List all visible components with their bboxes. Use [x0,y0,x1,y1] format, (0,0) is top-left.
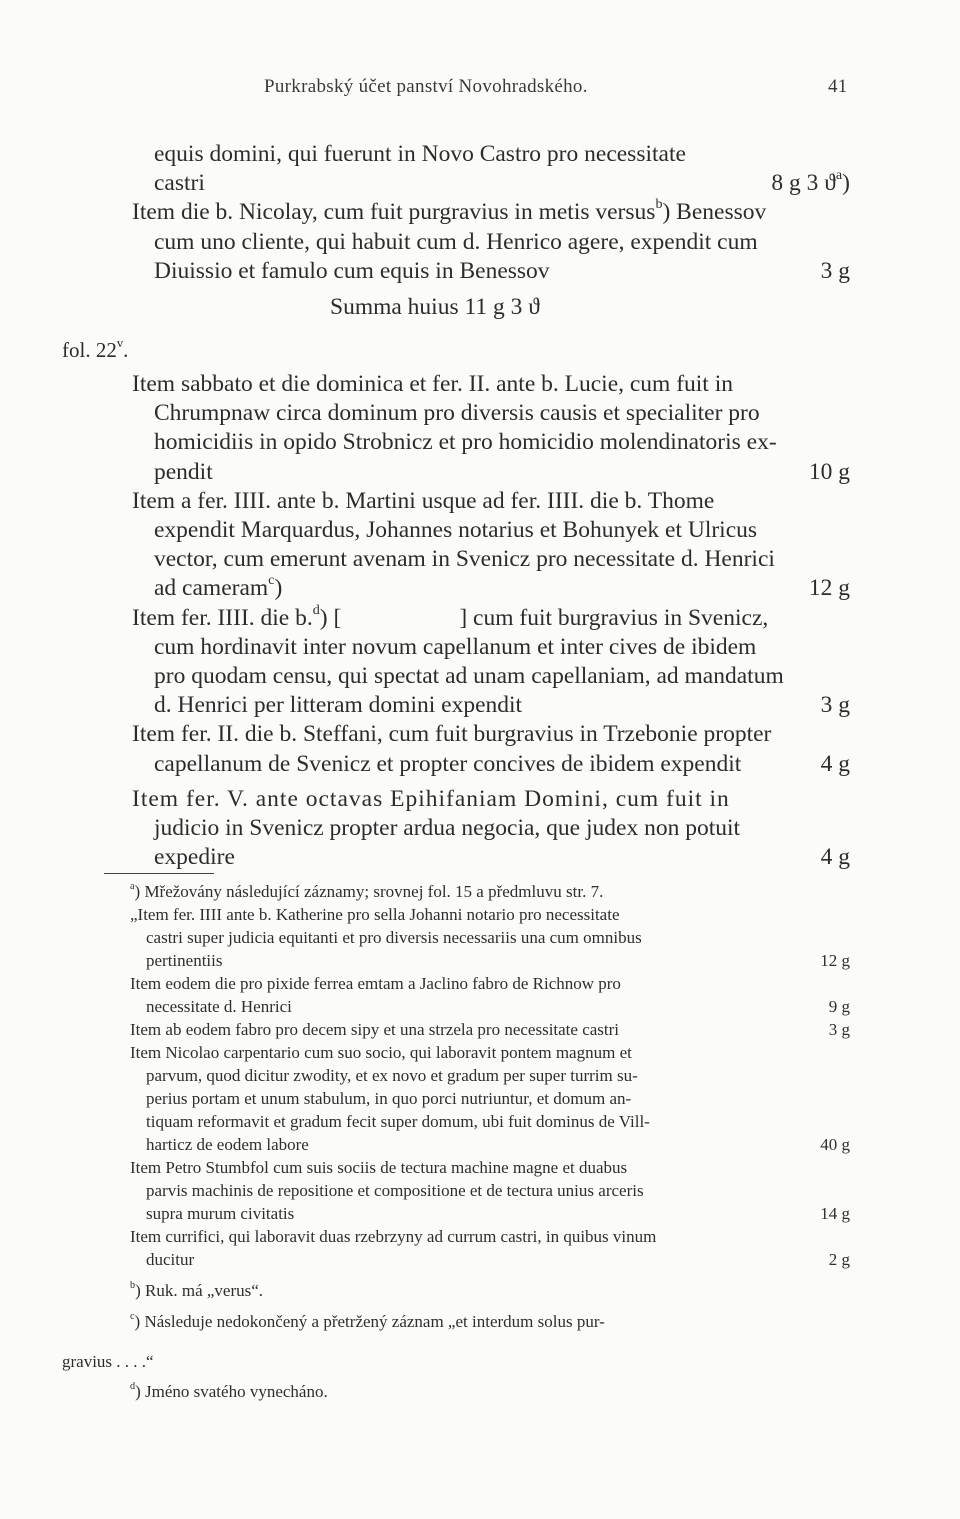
text-line: expedire [154,844,235,871]
text-line: „Item fer. IIII ante b. Katherine pro sella Johanni notario pro necessitate [130,905,620,924]
entry-paragraph [132,720,850,778]
footnote-text: ) Následuje nedokončený a přetržený záznam „et interdum solus pur- [134,1312,605,1331]
text-line: harticz de eodem labore [146,1135,309,1154]
text-line: cum hordinavit inter novum capellanum et inter cives de ibidem [154,633,757,660]
footnote-marker: a [835,167,843,184]
entry-paragraph [132,140,850,198]
text-line-with-amount [130,1248,850,1271]
text-line-with-amount [132,691,850,720]
amount: 40 g [820,1135,850,1154]
text-line-with-amount [130,1202,850,1225]
folio-label: fol. 22 [62,338,117,362]
footnote-marker: b [655,196,663,213]
text-line: Item eodem die pro pixide ferrea emtam a Jaclino fabro de Richnow pro [130,974,621,993]
text-line: Item sabbato et die dominica et fer. II. ante b. Lucie, cum fuit in [132,371,733,397]
text-line: castri [154,170,205,197]
running-header-title: Purkrabský účet panství Novohradského. [264,76,588,97]
footnote-marker: c [130,1310,135,1322]
quoted-entry [130,972,850,1018]
text-span: ) Benessov [662,199,767,226]
quoted-entry [130,1041,850,1156]
footnote-text: ) Mřežovány následující záznamy; srovnej fol. 15 a předmluvu str. 7. [134,882,604,901]
text-line: pro quodam censu, qui spectat ad unam capellaniam, ad mandatum [154,663,784,690]
amount: 3 g [820,257,850,284]
text-line: Item Nicolao carpentario cum suo socio, qui laboravit pontem magnum et [130,1043,632,1062]
text-line: tiquam reformavit et gradum fecit super domum, ubi fuit dominus de Vill- [146,1112,650,1131]
footnote-marker: a [130,880,135,892]
main-text-block-2 [132,370,850,872]
footnote-c [130,1310,850,1333]
text-line: Item currifici, qui laboravit duas rzebrzyny ad currum castri, in quibus vinum [130,1227,657,1246]
text-line: Item fer. V. ante octavas Epihifaniam Domini, cum fuit in [132,785,730,812]
quoted-entry [130,903,850,972]
text-line-with-amount [132,574,850,603]
footnote-a [130,880,850,1333]
footnote-text: ) Jméno svatého vynecháno. [135,1382,328,1401]
amount-value: 8 g 3 ϑ [771,170,836,197]
text-span: Item die b. Nicolay, cum fuit purgravius in metis versus [132,199,656,226]
footnote-text: ) Ruk. má „verus“. [135,1281,264,1300]
quoted-entry [130,1156,850,1225]
entry-paragraph [132,370,850,487]
text-line: Item a fer. IIII. ante b. Martini usque ad fer. IIII. die b. Thome [132,487,715,514]
entry-paragraph [132,785,850,873]
text-line: vector, cum emerunt avenam in Svenicz pro necessitate d. Henrici [154,546,775,573]
entry-paragraph [132,601,850,721]
amount: 10 g [808,458,850,485]
text-line: castri super judicia equitanti et pro diversis necessariis una cum omnibus [146,928,642,947]
footnote-separator [104,873,214,874]
text-line: Item ab eodem fabro pro decem sipy et una strzela pro necessitate castri [130,1020,620,1039]
footnote-c-continuation: gravius . . . .“ [62,1352,154,1371]
text-line: necessitate d. Henrici [146,997,292,1016]
footnote-marker: d [312,601,320,618]
summa-line: Summa huius 11 g 3 ϑ [330,294,540,320]
amount: 4 g [820,750,850,777]
entry-paragraph [132,198,850,286]
footnote-b [130,1279,850,1302]
folio-marker: fol. 22$^v$. [62,336,129,362]
amount: 3 g [828,1020,850,1039]
text-line-with-amount [132,750,850,779]
text-line-with-amount [132,257,850,286]
text-line: perius portam et unum stabulum, in quo porci nutriuntur, et domum an- [146,1089,632,1108]
text-line: parvis machinis de repositione et compositione et de tectura unius arceris [146,1181,644,1200]
text-line: cum uno cliente, qui habuit cum d. Henrico agere, expendit cum [154,228,758,255]
footnote-d [130,1380,850,1403]
text-line: Diuissio et famulo cum equis in Benessov [154,257,550,284]
text-span: ) [ [319,604,342,631]
footnote-marker: d [130,1380,136,1392]
text-line: capellanum de Svenicz et propter concives de ibidem expendit [154,750,742,777]
main-text-block-1 [132,140,850,286]
text-line: d. Henrici per litteram domini expendit [154,692,523,719]
quoted-entry [130,1018,850,1041]
text-line [132,601,850,633]
amount: 14 g [820,1204,850,1223]
text-span: Item fer. IIII. die b. [132,604,313,631]
footnote-line [130,880,850,903]
text-line: Item Petro Stumbfol cum suis sociis de tectura machine magne et duabus [130,1158,628,1177]
text-span: ] cum fuit burgravius in Svenicz, [459,604,769,631]
entry-paragraph [132,487,850,604]
page-number: 41 [828,76,848,97]
folio-sup: v [116,336,124,351]
amount: 8 g 3 $ϑ^a$) [771,167,850,197]
quoted-entry [130,1225,850,1271]
text-line [132,198,850,227]
footnote-marker: c [268,572,275,589]
amount: 4 g [820,844,850,871]
text-line-with-amount [132,458,850,487]
text-line-with-amount [130,949,850,972]
amount: 12 g [808,575,850,602]
amount: 9 g [828,997,850,1016]
text-line: homicidiis in opido Strobnicz et pro homicidio molendinatoris ex- [154,429,777,456]
text-line: equis domini, qui fuerunt in Novo Castro pro necessitate [154,141,686,167]
amount: 12 g [820,951,850,970]
text-line: ad cameram$^c$) [154,572,283,602]
text-line: pendit [154,458,213,485]
text-line: supra murum civitatis [146,1204,295,1223]
text-line-with-amount [132,843,850,872]
text-line: judicio in Svenicz propter ardua negocia, que judex non potuit [154,815,741,842]
text-line: ducitur [146,1250,195,1269]
footnote-marker: b [130,1279,136,1291]
amount: 2 g [828,1250,850,1269]
text-line: Item fer. II. die b. Steffani, cum fuit burgravius in Trzebonie propter [132,721,772,748]
text-line-with-amount [130,995,850,1018]
text-line: parvum, quod dicitur zwodity, et ex novo et gradum per super turrim su- [146,1066,638,1085]
text-line: Chrumpnaw circa dominum pro diversis causis et specialiter pro [154,400,760,427]
text-line: pertinentiis [146,951,223,970]
text-line-with-amount [154,169,850,198]
text-line: expendit Marquardus, Johannes notarius et Bohunyek et Ulricus [154,517,758,544]
text-span: ad cameram [154,575,269,602]
text-line-with-amount [130,1133,850,1156]
amount: 3 g [820,692,850,719]
